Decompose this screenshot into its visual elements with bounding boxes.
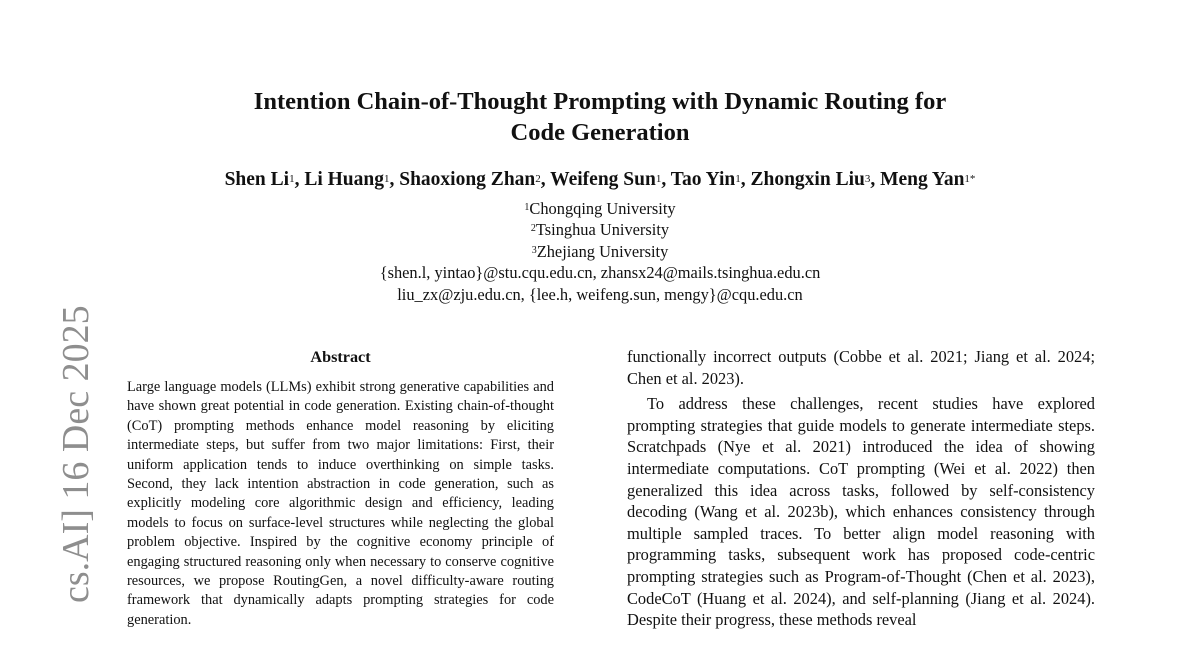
paper-title-line-2: Code Generation	[510, 119, 690, 146]
author-affil-mark: 1*	[964, 173, 976, 185]
email-line: {shen.l, yintao}@stu.cqu.edu.cn, zhansx24@mails.tsinghua.edu.cn	[379, 263, 821, 283]
body-paragraph: functionally incorrect outputs (Cobbe et al. 2021; Jiang et al. 2024; Chen et al. 2023).	[627, 347, 1095, 388]
arxiv-side-stamp: cs.AI] 16 Dec 2025	[55, 305, 97, 603]
affiliation-mark: 3	[531, 244, 537, 256]
author-name: Zhongxin Liu	[750, 169, 865, 190]
author-name: Tao Yin	[670, 169, 736, 190]
affiliation-name: Tsinghua University	[535, 220, 670, 240]
email-line: liu_zx@zju.edu.cn, {lee.h, weifeng.sun, mengy}@cqu.edu.cn	[397, 284, 803, 304]
affiliations	[0, 198, 1200, 305]
affiliation-line	[0, 219, 1200, 240]
right-column	[627, 346, 1095, 631]
affiliation-mark: 1	[524, 202, 530, 213]
body-paragraph: To address these challenges, recent studies have explored prompting strategies that guide models to generate intermediate steps. Scratchpads (Nye et al. 2021) introduced the idea of showing intermediate computations. CoT prompting (Wei et al. 2022) then generalized this idea across tasks, followed by self-consistency decoding (Wang et al. 2023b), which enhances consistency through multiple sampled traces. To better align model reasoning with programming tasks, subsequent work has proposed code-centric prompting strategies such as Program-of-Thought (Chen et al. 2023), CodeCoT (Huang et al. 2024), and self-planning (Jiang et al. 2024). Despite their progress, these methods reveal	[627, 394, 1095, 630]
affiliation-name: Chongqing University	[529, 199, 676, 218]
author-list: Shen Li$^1$, Li Huang$^1$, Shaoxiong Zhan$^2$, Weifeng Sun$^1$, Tao Yin$^1$, Zhongxin Liu$^3$, Meng Yan$^{1*}$	[224, 169, 976, 190]
author-affil-mark: 1	[383, 173, 390, 185]
author-affil-mark: 1	[289, 173, 295, 185]
paper-title-line-1: Intention Chain-of-Thought Prompting with Dynamic Routing for	[253, 88, 947, 115]
author-name: Li Huang	[304, 169, 384, 190]
affiliation-name: Zhejiang University	[536, 241, 669, 261]
abstract-text: Large language models (LLMs) exhibit strong generative capabilities and have shown great potential in code generation. Existing chain-of-thought (CoT) prompting methods enhance model reasoning by eliciting intermediate steps, but suffer from two major limitations: First, their uniform application tends to induce overthinking on simple tasks. Second, they lack intention abstraction in code generation, such as explicitly modeling core algorithmic design and efficiency, leading models to focus on surface-level structures while neglecting the global problem objective. Inspired by the cognitive economy principle of engaging structured reasoning only when necessary to conserve cognitive resources, we propose RoutingGen, a novel difficulty-aware routing framework that dynamically adapts prompting strategies for code generation.	[127, 379, 554, 628]
affiliation-line	[0, 198, 1200, 219]
author-affil-mark: 2	[535, 173, 541, 185]
affiliation-mark: 2	[530, 223, 536, 235]
author-name: Shen Li	[224, 169, 290, 190]
author-name: Shaoxiong Zhan	[399, 169, 536, 190]
author-name: Meng Yan	[880, 169, 965, 190]
left-column	[127, 346, 554, 630]
author-affil-mark: 1	[735, 173, 741, 185]
abstract-heading: Abstract	[310, 348, 371, 366]
affiliation-line	[0, 241, 1200, 262]
paper-title	[0, 86, 1200, 148]
author-name: Weifeng Sun	[550, 169, 656, 190]
author-affil-mark: 3	[864, 173, 871, 185]
author-affil-mark: 1	[655, 173, 662, 185]
